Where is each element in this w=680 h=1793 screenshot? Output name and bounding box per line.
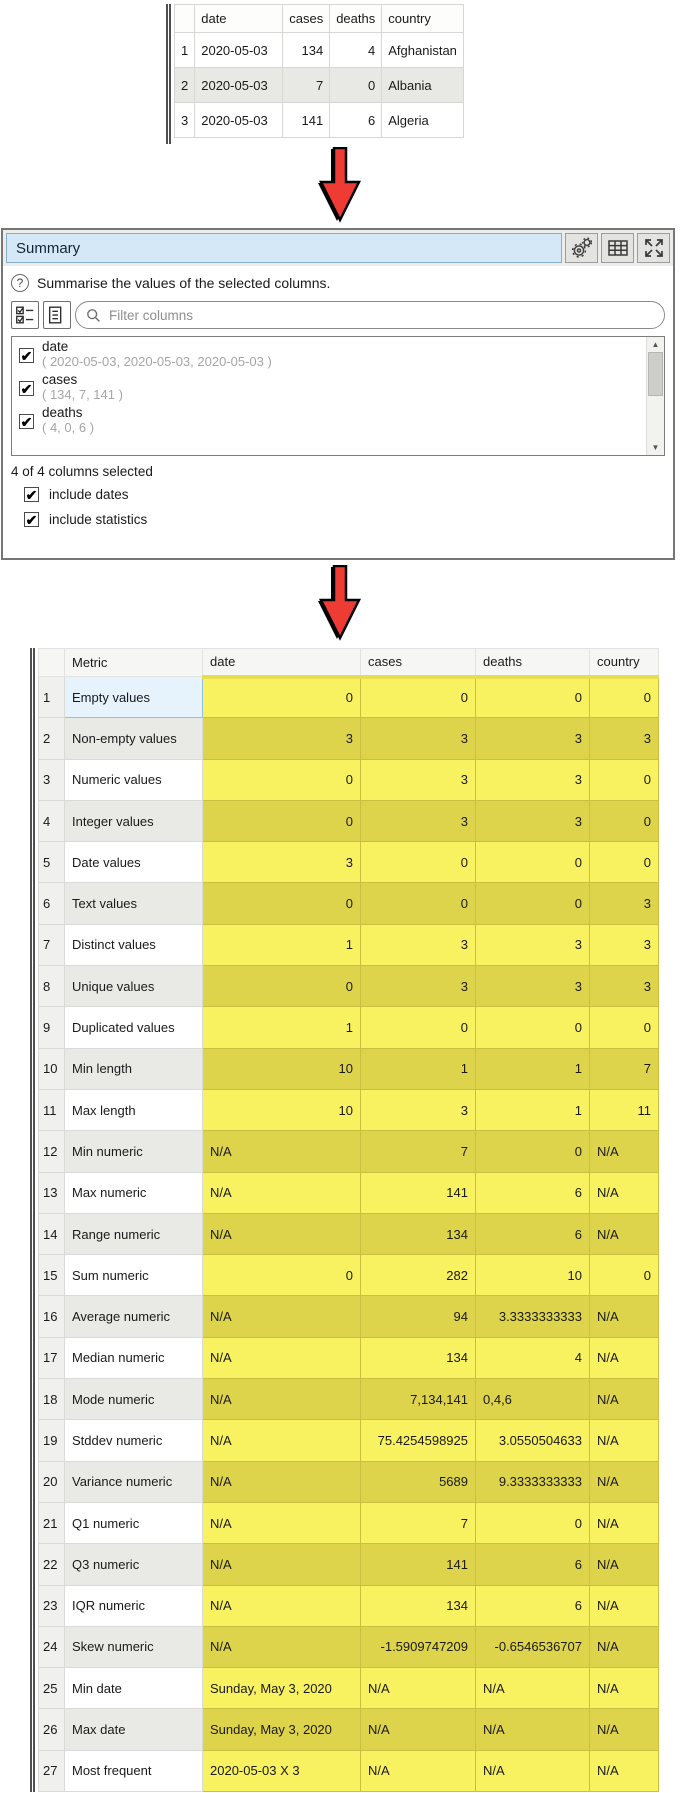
metric-cell[interactable]: Min date — [65, 1668, 203, 1709]
row-number: 3 — [39, 759, 65, 800]
value-cell[interactable]: N/A — [476, 1750, 590, 1791]
splitter-handle[interactable] — [166, 4, 171, 144]
cell-country[interactable]: Afghanistan — [382, 33, 464, 68]
metric-cell[interactable]: Average numeric — [65, 1296, 203, 1337]
cell-deaths[interactable]: 0 — [330, 68, 382, 103]
value-cell[interactable]: N/A — [590, 1131, 659, 1172]
metric-cell[interactable]: Max date — [65, 1709, 203, 1750]
value-cell[interactable]: -0.6546536707 — [476, 1626, 590, 1667]
metric-cell[interactable]: Skew numeric — [65, 1626, 203, 1667]
value-cell[interactable]: N/A — [203, 1172, 361, 1213]
scroll-up-icon[interactable]: ▲ — [651, 340, 660, 349]
value-cell[interactable]: 3 — [476, 718, 590, 759]
cell-date[interactable]: 2020-05-03 — [195, 33, 283, 68]
value-cell[interactable]: 3 — [361, 800, 476, 841]
column-text — [42, 339, 272, 369]
selection-status: 4 of 4 columns selected — [11, 464, 153, 479]
value-cell[interactable]: 94 — [361, 1296, 476, 1337]
result-table-row — [39, 1544, 659, 1585]
value-cell[interactable]: N/A — [476, 1709, 590, 1750]
result-column-header-metric[interactable]: Metric — [65, 649, 203, 677]
value-cell[interactable]: N/A — [590, 1420, 659, 1461]
value-cell[interactable]: 2020-05-03 X 3 — [203, 1750, 361, 1791]
metric-cell[interactable]: Q1 numeric — [65, 1502, 203, 1543]
value-cell[interactable]: 0 — [590, 1007, 659, 1048]
row-number: 18 — [39, 1379, 65, 1420]
help-icon[interactable]: ? — [11, 274, 29, 292]
value-cell[interactable]: 75.4254598925 — [361, 1420, 476, 1461]
value-cell[interactable]: 0 — [203, 966, 361, 1007]
value-cell[interactable]: N/A — [203, 1296, 361, 1337]
row-number: 6 — [39, 883, 65, 924]
result-table-row — [39, 1131, 659, 1172]
option-row — [24, 512, 665, 527]
value-cell[interactable]: 3 — [476, 800, 590, 841]
value-cell[interactable]: 0 — [361, 1007, 476, 1048]
source-column-header-cases[interactable]: cases — [283, 5, 330, 33]
cell-country[interactable]: Algeria — [382, 103, 464, 138]
value-cell[interactable]: N/A — [590, 1750, 659, 1791]
value-cell[interactable]: 0 — [590, 842, 659, 883]
value-cell[interactable]: N/A — [590, 1296, 659, 1337]
result-table-row — [39, 677, 659, 718]
metric-cell[interactable]: Max length — [65, 1089, 203, 1130]
value-cell[interactable]: 4 — [476, 1337, 590, 1378]
metric-cell[interactable]: Stddev numeric — [65, 1420, 203, 1461]
value-cell[interactable]: 3.3333333333 — [476, 1296, 590, 1337]
panel-titlebar — [3, 230, 673, 266]
result-table-row — [39, 1420, 659, 1461]
value-cell[interactable]: 9.3333333333 — [476, 1461, 590, 1502]
result-table-row — [39, 842, 659, 883]
option-label: include statistics — [49, 512, 148, 527]
value-cell[interactable]: 1 — [361, 1048, 476, 1089]
flow-arrow-down-2 — [0, 560, 680, 648]
value-cell[interactable]: N/A — [203, 1213, 361, 1254]
metric-cell[interactable]: Max numeric — [65, 1172, 203, 1213]
row-number: 25 — [39, 1668, 65, 1709]
row-number: 8 — [39, 966, 65, 1007]
cell-cases[interactable]: 141 — [283, 103, 330, 138]
result-table — [0, 648, 680, 1792]
column-sample-values: ( 4, 0, 6 ) — [42, 420, 95, 435]
value-cell[interactable]: 0 — [361, 883, 476, 924]
value-cell[interactable]: 3 — [476, 924, 590, 965]
value-cell[interactable]: N/A — [590, 1461, 659, 1502]
panel-description: Summarise the values of the selected columns. — [37, 275, 331, 291]
value-cell[interactable]: 3 — [361, 759, 476, 800]
column-checkbox[interactable]: ✔ — [20, 347, 33, 364]
row-number-header[interactable] — [175, 5, 195, 33]
value-cell[interactable]: N/A — [203, 1626, 361, 1667]
row-number: 5 — [39, 842, 65, 883]
value-cell[interactable]: N/A — [590, 1544, 659, 1585]
source-table — [0, 0, 680, 144]
value-cell[interactable]: 3 — [203, 718, 361, 759]
value-cell[interactable]: 3.0550504633 — [476, 1420, 590, 1461]
value-cell[interactable]: 0 — [476, 842, 590, 883]
row-number: 10 — [39, 1048, 65, 1089]
red-down-arrow-icon — [311, 147, 369, 225]
value-cell[interactable]: N/A — [203, 1461, 361, 1502]
source-column-header-country[interactable]: country — [382, 5, 464, 33]
value-cell[interactable]: 10 — [203, 1048, 361, 1089]
metric-cell[interactable]: Date values — [65, 842, 203, 883]
row-number: 19 — [39, 1420, 65, 1461]
value-cell[interactable]: N/A — [590, 1585, 659, 1626]
value-cell[interactable]: N/A — [361, 1750, 476, 1791]
value-cell[interactable]: N/A — [361, 1668, 476, 1709]
value-cell[interactable]: 3 — [361, 924, 476, 965]
value-cell[interactable]: 0 — [203, 800, 361, 841]
summary-panel — [1, 228, 675, 560]
column-text — [42, 372, 123, 402]
panel-body — [3, 266, 673, 527]
splitter-handle[interactable] — [30, 648, 35, 1792]
cell-deaths[interactable]: 6 — [330, 103, 382, 138]
value-cell[interactable]: 0 — [203, 883, 361, 924]
value-cell[interactable]: 134 — [361, 1213, 476, 1254]
result-header-row — [39, 649, 659, 677]
column-checkbox[interactable]: ✔ — [20, 413, 33, 430]
source-table-grid — [174, 4, 464, 138]
value-cell[interactable]: 6 — [476, 1213, 590, 1254]
value-cell[interactable]: 134 — [361, 1337, 476, 1378]
cell-cases[interactable]: 134 — [283, 33, 330, 68]
value-cell[interactable]: 0 — [476, 677, 590, 718]
filter-columns-field — [75, 301, 665, 329]
value-cell[interactable]: N/A — [203, 1544, 361, 1585]
row-number: 7 — [39, 924, 65, 965]
metric-cell[interactable]: Duplicated values — [65, 1007, 203, 1048]
settings-button[interactable] — [565, 233, 598, 263]
result-table-row — [39, 924, 659, 965]
value-cell[interactable]: N/A — [590, 1709, 659, 1750]
row-number: 17 — [39, 1337, 65, 1378]
result-table-row — [39, 1213, 659, 1254]
value-cell[interactable]: -1.5909747209 — [361, 1626, 476, 1667]
source-column-header-date[interactable]: date — [195, 5, 283, 33]
table-view-button[interactable] — [601, 233, 634, 263]
row-number: 24 — [39, 1626, 65, 1667]
red-down-arrow-icon — [311, 565, 369, 643]
value-cell[interactable]: N/A — [203, 1131, 361, 1172]
row-number: 3 — [175, 103, 195, 138]
result-table-row — [39, 718, 659, 759]
result-column-header-date[interactable]: date — [203, 649, 361, 677]
value-cell[interactable]: N/A — [590, 1502, 659, 1543]
result-table-row — [39, 1048, 659, 1089]
column-sample-values: ( 2020-05-03, 2020-05-03, 2020-05-03 ) — [42, 354, 272, 369]
column-list-item[interactable] — [12, 371, 647, 404]
result-table-row — [39, 1379, 659, 1420]
value-cell[interactable]: 6 — [476, 1172, 590, 1213]
value-cell[interactable]: 282 — [361, 1255, 476, 1296]
select-all-columns-button[interactable] — [11, 301, 39, 329]
value-cell[interactable]: 0 — [476, 1007, 590, 1048]
column-list-item[interactable] — [12, 404, 647, 437]
value-cell[interactable]: N/A — [590, 1172, 659, 1213]
filter-columns-input[interactable] — [107, 307, 654, 324]
metric-cell[interactable]: Mode numeric — [65, 1379, 203, 1420]
value-cell[interactable]: 3 — [476, 966, 590, 1007]
cell-deaths[interactable]: 4 — [330, 33, 382, 68]
result-table-row — [39, 1502, 659, 1543]
metric-cell[interactable]: Integer values — [65, 800, 203, 841]
value-cell[interactable]: 1 — [476, 1048, 590, 1089]
source-table-row — [175, 68, 464, 103]
row-number: 15 — [39, 1255, 65, 1296]
value-cell[interactable]: 0 — [590, 677, 659, 718]
flow-arrow-down-1 — [0, 144, 680, 228]
column-name: date — [42, 339, 69, 354]
value-cell[interactable]: N/A — [203, 1502, 361, 1543]
row-number: 13 — [39, 1172, 65, 1213]
result-table-grid — [38, 648, 659, 1792]
value-cell[interactable]: 3 — [361, 1089, 476, 1130]
source-column-header-deaths[interactable]: deaths — [330, 5, 382, 33]
value-cell[interactable]: Sunday, May 3, 2020 — [203, 1709, 361, 1750]
row-number: 12 — [39, 1131, 65, 1172]
value-cell[interactable]: 3 — [361, 966, 476, 1007]
source-table-row — [175, 33, 464, 68]
value-cell[interactable]: N/A — [203, 1379, 361, 1420]
metric-cell[interactable]: Median numeric — [65, 1337, 203, 1378]
option-row — [24, 487, 665, 502]
result-column-header-deaths[interactable]: deaths — [476, 649, 590, 677]
row-number: 1 — [175, 33, 195, 68]
expand-button[interactable] — [637, 233, 670, 263]
metric-cell[interactable]: Sum numeric — [65, 1255, 203, 1296]
value-cell[interactable]: 10 — [476, 1255, 590, 1296]
result-table-row — [39, 759, 659, 800]
result-table-row — [39, 883, 659, 924]
source-header-row — [175, 5, 464, 33]
metric-cell[interactable]: Min length — [65, 1048, 203, 1089]
value-cell[interactable]: 3 — [476, 759, 590, 800]
result-table-row — [39, 1585, 659, 1626]
value-cell[interactable]: 7 — [361, 1502, 476, 1543]
metric-cell[interactable]: Numeric values — [65, 759, 203, 800]
result-table-row — [39, 1172, 659, 1213]
value-cell[interactable]: 0 — [590, 759, 659, 800]
value-cell[interactable]: N/A — [203, 1420, 361, 1461]
row-number: 1 — [39, 677, 65, 718]
value-cell[interactable]: 1 — [203, 1007, 361, 1048]
row-number: 16 — [39, 1296, 65, 1337]
column-list — [11, 336, 665, 456]
value-cell[interactable]: 3 — [361, 718, 476, 759]
value-cell[interactable]: 0 — [361, 842, 476, 883]
row-number: 14 — [39, 1213, 65, 1254]
column-list-item[interactable] — [12, 338, 647, 371]
option-checkbox[interactable]: ✔ — [25, 511, 38, 528]
value-cell[interactable]: N/A — [590, 1668, 659, 1709]
scrollbar-thumb[interactable] — [648, 352, 663, 396]
value-cell[interactable]: 0 — [203, 677, 361, 718]
value-cell[interactable]: 5689 — [361, 1461, 476, 1502]
result-table-row — [39, 1709, 659, 1750]
search-icon — [86, 308, 101, 323]
expand-arrows-icon — [642, 236, 666, 260]
row-number: 9 — [39, 1007, 65, 1048]
value-cell[interactable]: 0 — [476, 1502, 590, 1543]
value-cell[interactable]: 1 — [203, 924, 361, 965]
metric-cell[interactable]: IQR numeric — [65, 1585, 203, 1626]
value-cell[interactable]: 141 — [361, 1544, 476, 1585]
result-column-header-country[interactable]: country — [590, 649, 659, 677]
gear-icon — [570, 236, 594, 260]
value-cell[interactable]: 0 — [476, 1131, 590, 1172]
value-cell[interactable]: 6 — [476, 1585, 590, 1626]
row-number-header[interactable] — [39, 649, 65, 677]
value-cell[interactable]: N/A — [203, 1585, 361, 1626]
row-number: 21 — [39, 1502, 65, 1543]
result-table-row — [39, 1668, 659, 1709]
result-table-row — [39, 1007, 659, 1048]
column-name: deaths — [42, 405, 83, 420]
row-number: 27 — [39, 1750, 65, 1791]
value-cell[interactable]: 3 — [590, 718, 659, 759]
value-cell[interactable]: 3 — [590, 966, 659, 1007]
result-table-row — [39, 1750, 659, 1791]
option-label: include dates — [49, 487, 129, 502]
column-list-scrollbar[interactable] — [646, 337, 664, 455]
metric-cell[interactable]: Most frequent — [65, 1750, 203, 1791]
value-cell[interactable]: N/A — [590, 1337, 659, 1378]
checklist-icon — [14, 304, 36, 326]
metric-cell[interactable]: Min numeric — [65, 1131, 203, 1172]
result-column-header-cases[interactable]: cases — [361, 649, 476, 677]
row-number: 26 — [39, 1709, 65, 1750]
value-cell[interactable]: 6 — [476, 1544, 590, 1585]
value-cell[interactable]: 0,4,6 — [476, 1379, 590, 1420]
value-cell[interactable]: 0 — [590, 800, 659, 841]
value-cell[interactable]: N/A — [590, 1626, 659, 1667]
metric-cell[interactable]: Non-empty values — [65, 718, 203, 759]
value-cell[interactable]: N/A — [476, 1668, 590, 1709]
metric-cell[interactable]: Q3 numeric — [65, 1544, 203, 1585]
value-cell[interactable]: 3 — [590, 924, 659, 965]
value-cell[interactable]: 0 — [203, 759, 361, 800]
row-number: 2 — [39, 718, 65, 759]
value-cell[interactable]: 3 — [203, 842, 361, 883]
value-cell[interactable]: N/A — [590, 1213, 659, 1254]
result-table-row — [39, 1461, 659, 1502]
cell-date[interactable]: 2020-05-03 — [195, 68, 283, 103]
metric-cell[interactable]: Distinct values — [65, 924, 203, 965]
row-number: 2 — [175, 68, 195, 103]
result-table-row — [39, 1089, 659, 1130]
row-number: 4 — [39, 800, 65, 841]
value-cell[interactable]: 3 — [590, 883, 659, 924]
list-icon — [46, 304, 68, 326]
value-cell[interactable]: 7 — [361, 1131, 476, 1172]
value-cell[interactable]: Sunday, May 3, 2020 — [203, 1668, 361, 1709]
select-none-columns-button[interactable] — [43, 301, 71, 329]
row-number: 22 — [39, 1544, 65, 1585]
result-table-row — [39, 1626, 659, 1667]
metric-cell[interactable]: Variance numeric — [65, 1461, 203, 1502]
value-cell[interactable]: 141 — [361, 1172, 476, 1213]
row-number: 23 — [39, 1585, 65, 1626]
source-table-row — [175, 103, 464, 138]
result-table-row — [39, 966, 659, 1007]
value-cell[interactable]: 0 — [590, 1255, 659, 1296]
result-table-row — [39, 1255, 659, 1296]
value-cell[interactable]: 7 — [590, 1048, 659, 1089]
value-cell[interactable]: 0 — [361, 677, 476, 718]
result-table-row — [39, 1337, 659, 1378]
scroll-down-icon[interactable]: ▼ — [651, 443, 660, 452]
value-cell[interactable]: 11 — [590, 1089, 659, 1130]
value-cell[interactable]: N/A — [203, 1337, 361, 1378]
value-cell[interactable]: 7,134,141 — [361, 1379, 476, 1420]
value-cell[interactable]: N/A — [361, 1709, 476, 1750]
value-cell[interactable]: 0 — [203, 1255, 361, 1296]
metric-cell[interactable]: Text values — [65, 883, 203, 924]
row-number: 20 — [39, 1461, 65, 1502]
cell-country[interactable]: Albania — [382, 68, 464, 103]
column-checkbox[interactable]: ✔ — [20, 380, 33, 397]
row-number: 11 — [39, 1089, 65, 1130]
metric-cell[interactable]: Unique values — [65, 966, 203, 1007]
column-text — [42, 405, 94, 435]
value-cell[interactable]: 134 — [361, 1585, 476, 1626]
panel-title: Summary — [6, 233, 562, 263]
column-name: cases — [42, 372, 78, 387]
result-table-row — [39, 800, 659, 841]
value-cell[interactable]: 10 — [203, 1089, 361, 1130]
metric-cell[interactable]: Range numeric — [65, 1213, 203, 1254]
value-cell[interactable]: 0 — [476, 883, 590, 924]
table-grid-icon — [606, 236, 630, 260]
value-cell[interactable]: N/A — [590, 1379, 659, 1420]
cell-date[interactable]: 2020-05-03 — [195, 103, 283, 138]
metric-cell[interactable]: Empty values — [65, 677, 203, 718]
result-table-row — [39, 1296, 659, 1337]
cell-cases[interactable]: 7 — [283, 68, 330, 103]
value-cell[interactable]: 1 — [476, 1089, 590, 1130]
column-sample-values: ( 134, 7, 141 ) — [42, 387, 123, 402]
option-checkbox[interactable]: ✔ — [25, 486, 38, 503]
